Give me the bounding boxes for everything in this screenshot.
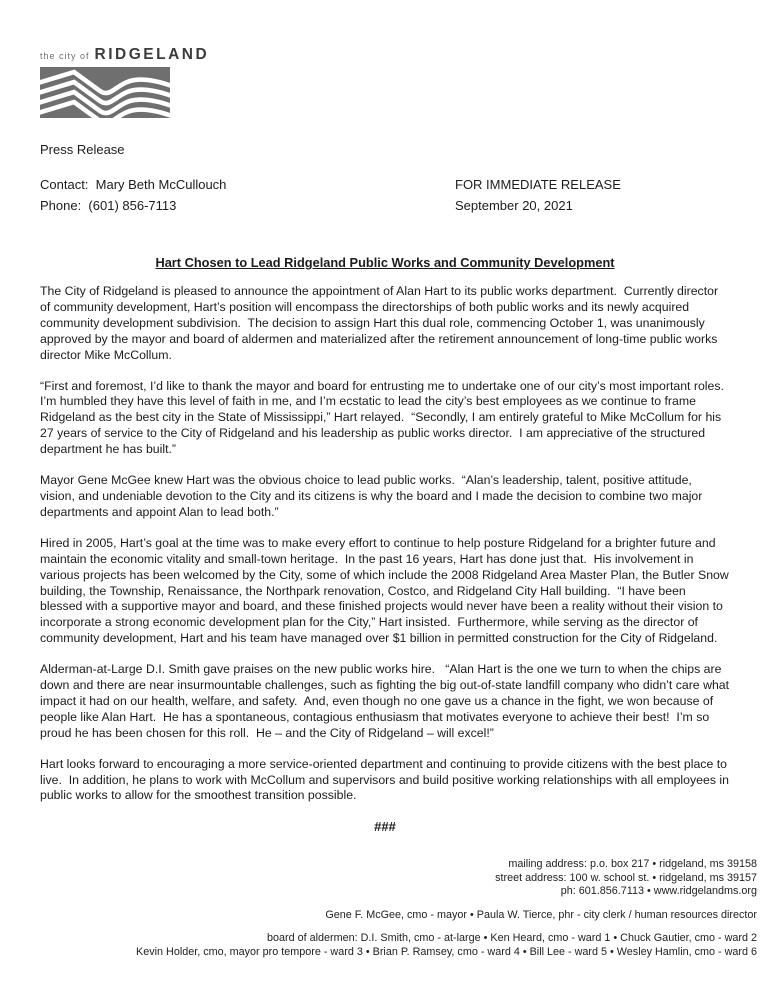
footer-officials-line: Gene F. McGee, cmo - mayor • Paula W. Tierce, phr - city clerk / human resources director xyxy=(325,908,757,921)
footer-address-line: ph: 601.856.7113 • www.ridgelandms.org xyxy=(560,885,757,897)
body-paragraph: Hired in 2005, Hart’s goal at the time was to make every effort to continue to help posture Ridgeland for a brighter future and maintain the economic vitality and small-town heritage. In the past 16 years, Hart has done just that. His involvement in various projects has been welcomed by the City, some of which include the 2008 Ridgeland Area Master Plan, the Butler Snow building, the Township, Renaissance, the Northpark renovation, Costco, and Ridgeland City Hall building. “I have been blessed with a supportive mayor and board, and these finished projects would never have been a reality without their vision to incorporate a strong economic development plan for the City,” Hart insisted. Furthermore, while serving as the director of community development, Hart and his team have managed over $1 billion in permitted construction for the City of Ridgeland. xyxy=(40,535,733,646)
city-logo-wordmark xyxy=(40,46,210,64)
footer-spacer xyxy=(136,899,757,909)
body-paragraph: Hart looks forward to encouraging a more service-oriented department and continuing to provide citizens with the best place to live. In addition, he plans to work with McCollum and supervisors and build positive working relationships with all employees in public works to allow for the smoothest transition possible. xyxy=(40,756,733,803)
page-content xyxy=(40,0,733,835)
body-paragraph: Alderman-at-Large D.I. Smith gave praises on the new public works hire. “Alan Hart is the one we turn to when the chips are down and there are near insurmountable challenges, such as fighting the big out-of-state landfill company who didn’t care what impact it had on our health, welfare, and safety. And, even though no one gave us a chance in the fight, we won because of people like Alan Hart. He has a spontaneous, contagious enthusiasm that motivates everyone to achieve their best! I’m so proud he has been chosen for this roll. He – and the City of Ridgeland – will excel!” xyxy=(40,662,733,740)
footer-aldermen-line: Kevin Holder, cmo, mayor pro tempore - ward 3 • Brian P. Ramsey, cmo - ward 4 • Bill Lee - ward 5 • Wesley Hamlin, cmo - ward 6 xyxy=(136,945,757,958)
ridgeland-waves-icon xyxy=(40,67,170,118)
release-date: September 20, 2021 xyxy=(455,198,573,213)
logo-prefix-text: the city of xyxy=(40,51,90,61)
letterhead-footer xyxy=(136,858,757,959)
end-mark: ### xyxy=(374,819,396,835)
city-logo xyxy=(40,46,210,118)
footer-aldermen-line: board of aldermen: D.I. Smith, cmo - at-large • Ken Heard, cmo - ward 1 • Chuck Gautier, cmo - ward 2 xyxy=(266,932,757,944)
footer-address-block xyxy=(136,858,757,899)
document-type-label: Press Release xyxy=(40,142,125,157)
contact-block xyxy=(40,174,730,216)
logo-city-name: RIDGELAND xyxy=(94,46,210,63)
contact-left-column xyxy=(40,174,730,216)
footer-address-line: mailing address: p.o. box 217 • ridgeland, ms 39158 xyxy=(508,858,757,870)
footer-address-line: street address: 100 w. school st. • ridgeland, ms 39157 xyxy=(495,871,757,884)
body-paragraph: Mayor Gene McGee knew Hart was the obvious choice to lead public works. “Alan’s leadership, talent, positive attitude, vision, and undeniable devotion to the City and its citizens is why the board and I made the decision to combine two major departments and appoint Alan to lead both.” xyxy=(40,473,706,519)
footer-aldermen-block xyxy=(136,932,757,959)
release-label: FOR IMMEDIATE RELEASE xyxy=(455,177,621,192)
body-text xyxy=(40,284,733,804)
release-info-column xyxy=(455,174,621,216)
body-paragraph: “First and foremost, I’d like to thank the mayor and board for entrusting me to undertake one of our city’s most important roles. I’m humbled they have this level of faith in me, and I’m ecstatic to lead the city’s best employees as we continue to frame Ridgeland as the best city in the State of Mississippi,” Hart relayed. “Secondly, I am entirely grateful to Mike McCollum for his 27 years of service to the City of Ridgeland and his leadership as public works director. I am appreciative of the structured department he has built.” xyxy=(40,378,731,457)
footer-spacer xyxy=(136,922,757,932)
contact-phone-line: Phone: (601) 856-7113 xyxy=(40,198,177,213)
contact-name-line: Contact: Mary Beth McCullouch xyxy=(40,177,227,192)
headline: Hart Chosen to Lead Ridgeland Public Works and Community Development xyxy=(155,255,615,270)
body-paragraph: The City of Ridgeland is pleased to announce the appointment of Alan Hart to its public works department. Currently director of community development, Hart’s position will encompass the directorships of both public works and its newly acquired community development subdivision. The decision to assign Hart this dual role, commencing October 1, was unanimously approved by the mayor and board of aldermen and materialized after the retirement announcement of long-time public works director Mike McCollum. xyxy=(40,284,722,362)
